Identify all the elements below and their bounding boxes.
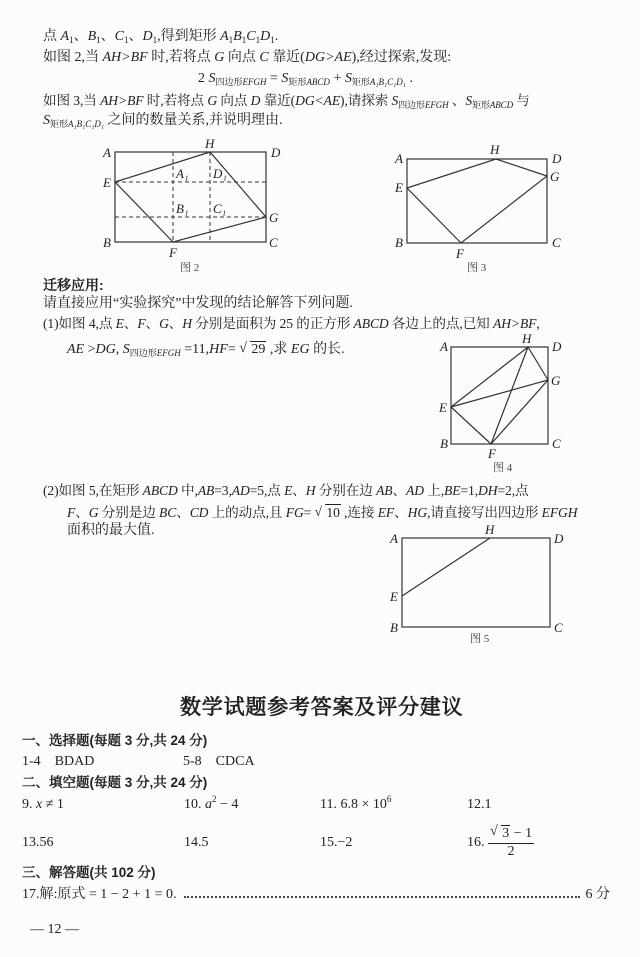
rectangle-abcd <box>115 152 266 242</box>
figure-2 <box>102 136 281 274</box>
figure-4 <box>438 331 562 474</box>
math-italic: DG <box>95 342 116 357</box>
math-italic: HG <box>407 505 428 520</box>
fill-answer-12 <box>467 796 492 814</box>
point-label: A <box>103 145 111 160</box>
subscript: 1 <box>69 35 74 45</box>
figure-3 <box>394 142 562 274</box>
text-run: 上的动点,且 <box>208 505 286 520</box>
text-run: 中, <box>177 483 198 498</box>
math-italic: B <box>233 29 242 44</box>
text-run: 11. 6.8 × 10 <box>320 797 387 812</box>
math-italic: G <box>159 316 169 331</box>
subscript-italic: EFGH <box>424 100 449 110</box>
superscript: 2 <box>212 794 217 804</box>
text-run: 、 <box>168 316 183 331</box>
math-italic: B <box>87 29 97 44</box>
text-run: 靠近( <box>268 50 305 65</box>
text-run: 之间的数量关系,并说明理由. <box>104 113 283 128</box>
text-run: ),请探索 <box>340 93 392 108</box>
subscript: 1 <box>123 35 129 45</box>
math-italic: S <box>465 93 473 108</box>
point-label: H <box>490 142 500 157</box>
subscript-italic: A₁B₁C₁D₁ <box>369 77 406 87</box>
text-run: 、 <box>176 505 190 520</box>
point-label: C <box>552 235 561 250</box>
math-italic: C <box>114 29 124 44</box>
math-italic: H <box>182 316 192 331</box>
text-run: 向点 <box>217 93 251 108</box>
subscript-italic: ABCD <box>306 77 330 87</box>
point-label: E <box>439 400 447 415</box>
text-run: , <box>536 316 540 331</box>
figure-caption: 图 4 <box>493 462 513 474</box>
rectangle-abcd <box>407 159 547 243</box>
math-italic: F <box>137 316 146 331</box>
question-2-line-1 <box>43 482 529 500</box>
point-label: E <box>395 180 403 195</box>
area-formula <box>198 70 413 88</box>
point-label: A <box>440 339 448 354</box>
text-run: , <box>115 342 123 357</box>
math-italic: AB <box>376 483 393 498</box>
point-label: A <box>390 531 398 546</box>
text-run: > <box>84 342 96 357</box>
subscript: 1 <box>228 35 234 45</box>
math-italic: ABCD <box>142 483 178 498</box>
section-1-heading: 一、选择题(每题 3 分,共 24 分) <box>22 733 208 748</box>
math-italic: G <box>214 50 225 65</box>
figure-5 <box>389 522 564 645</box>
segment-hf <box>491 347 528 444</box>
math-italic: S <box>391 93 399 108</box>
sqrt-radicand: √ 3 <box>501 825 510 841</box>
segment-eh <box>402 538 490 596</box>
subscript: 1 <box>152 35 158 45</box>
text-run: 如图 3,当 <box>43 93 101 108</box>
math-italic: a <box>205 797 212 812</box>
point-label: G <box>551 373 561 388</box>
math-italic: DH <box>478 483 498 498</box>
text-run: (1)如图 4,点 <box>43 316 116 331</box>
subscript: 矩形 <box>351 77 370 87</box>
point-label: F <box>456 246 464 261</box>
page-number: — 12 — <box>30 922 79 937</box>
text-run: 各边上的点,已知 <box>388 316 493 331</box>
subscript: 1 <box>270 35 275 45</box>
question-1-line-1 <box>43 315 540 333</box>
text-run: 分别是边 <box>98 505 160 520</box>
text-run: = <box>303 505 315 520</box>
text-run: 点 <box>43 29 61 44</box>
choice-answer-group <box>22 753 94 771</box>
point-label: C <box>554 620 563 635</box>
point-label: D <box>552 339 562 354</box>
text-run: 、 <box>448 93 466 108</box>
question-range: 1-4 <box>22 754 41 769</box>
math-italic: E <box>115 316 124 331</box>
math-italic: S <box>43 113 50 128</box>
choice-answer-group <box>183 753 255 771</box>
application-intro <box>43 295 353 313</box>
question-2-line-2 <box>67 504 577 522</box>
math-italic: EF <box>377 505 395 520</box>
point-label: D₁ <box>213 166 227 181</box>
point-label: B <box>440 436 448 451</box>
math-italic: DG>AE <box>304 50 352 65</box>
text-run: 上, <box>423 483 445 498</box>
math-italic: FG <box>285 505 304 520</box>
text-run: 的长. <box>309 342 345 357</box>
text-run: − 4 <box>216 797 239 812</box>
point-label: H <box>485 522 495 537</box>
subscript: 四边形 <box>129 348 157 358</box>
text-run: = <box>227 342 240 357</box>
math-italic: S <box>208 71 216 86</box>
subscript: 四边形 <box>215 77 243 87</box>
point-label: C <box>269 235 278 250</box>
figure-caption: 图 5 <box>470 633 490 645</box>
figure-caption: 图 2 <box>180 262 200 274</box>
point-label: C₁ <box>213 201 227 216</box>
text-run: =2,点 <box>497 483 529 498</box>
math-italic: G <box>88 505 99 520</box>
square-abcd <box>451 347 548 444</box>
math-italic: EG <box>290 342 310 357</box>
text-run: ≠ 1 <box>42 797 64 812</box>
subscript-italic: A₁B₁C₁D₁ <box>68 119 105 129</box>
math-italic: BE <box>444 483 461 498</box>
text-run: 靠近( <box>260 93 296 108</box>
text-run: 9. <box>22 797 36 812</box>
text-run: ,求 <box>266 342 291 357</box>
text-run: 、 <box>394 505 408 520</box>
fill-answer-11 <box>320 796 391 814</box>
fill-answer-15 <box>320 834 352 852</box>
math-italic: x <box>36 797 43 812</box>
text-run: =5,点 <box>249 483 285 498</box>
point-label: G <box>269 210 279 225</box>
math-italic: AB <box>197 483 215 498</box>
choice-answers: CDCA <box>215 754 255 769</box>
text-run: − 1 <box>510 826 533 841</box>
quadrilateral-efgh <box>115 152 266 242</box>
math-italic: EFGH <box>541 505 578 520</box>
text-run: =11, <box>180 342 210 357</box>
question-1-line-2 <box>67 341 345 359</box>
segment-eg <box>451 380 548 407</box>
section-3-heading: 三、解答题(共 102 分) <box>22 865 156 880</box>
text-run: 请直接应用“实验探究”中发现的结论解答下列问题. <box>43 296 353 311</box>
point-label: F <box>169 245 177 260</box>
fill-answer-10 <box>184 796 238 814</box>
point-label: C <box>552 436 561 451</box>
point-label: H <box>205 136 215 151</box>
subscript: 矩形 <box>472 100 490 110</box>
text-run: 15.−2 <box>320 835 353 850</box>
exploration-line-5 <box>43 112 283 130</box>
math-italic: AH>BF <box>102 50 148 65</box>
subscript-italic: EFGH <box>242 77 267 87</box>
point-label: F <box>488 446 496 461</box>
quadrilateral-efgh <box>451 347 548 444</box>
point-label: D <box>554 531 564 546</box>
math-italic: C <box>246 29 256 44</box>
math-italic: G <box>207 93 218 108</box>
question-2-line-3 <box>67 522 155 540</box>
subscript: 矩形 <box>288 77 307 87</box>
question-range: 5-8 <box>183 754 202 769</box>
fill-answer-9 <box>22 796 64 814</box>
math-italic: H <box>305 483 316 498</box>
math-italic: D <box>142 29 153 44</box>
sqrt-radicand: √ 29 <box>250 341 266 357</box>
text-run: . <box>274 29 279 44</box>
point-label: B <box>395 235 403 250</box>
text-run: 、 <box>100 29 115 44</box>
point-label: D <box>271 145 281 160</box>
solution-text: 17.解:原式 = 1 − 2 + 1 = 0. <box>22 887 177 902</box>
point-label: H <box>522 331 532 346</box>
application-heading: 迁移应用: <box>43 277 104 293</box>
math-italic: CD <box>189 505 209 520</box>
math-italic: ABCD <box>353 316 389 331</box>
text-run: . <box>405 71 413 86</box>
math-italic: S <box>281 71 289 86</box>
text-run: 12.1 <box>467 797 492 812</box>
fill-answer-14 <box>184 834 209 852</box>
subscript: 1 <box>96 35 101 45</box>
text-run: = <box>266 71 282 86</box>
text-run: =3, <box>214 483 232 498</box>
point-label: A₁ <box>176 166 189 181</box>
exploration-line-2 <box>43 49 451 67</box>
text-run: ,请直接写出四边形 <box>427 505 542 520</box>
text-run: 面积的最大值. <box>67 523 155 538</box>
text-run: 时,若将点 <box>147 50 215 65</box>
text-run: ),经过探索,发现: <box>351 50 452 65</box>
math-italic: S <box>344 71 352 86</box>
point-label: E <box>103 175 111 190</box>
math-italic: DG<AE <box>295 93 341 108</box>
score: 6 分 <box>585 887 610 902</box>
fraction <box>488 826 534 860</box>
text-run: 时,若将点 <box>143 93 208 108</box>
text-run: 2 <box>198 71 209 86</box>
text-run: + <box>329 71 345 86</box>
fill-answer-16 <box>467 826 534 860</box>
text-run: (2)如图 5,在矩形 <box>43 483 143 498</box>
superscript: 6 <box>386 794 392 804</box>
point-label: B <box>103 235 111 250</box>
rectangle-abcd <box>402 538 550 627</box>
text-run: 、 <box>123 316 138 331</box>
quadrilateral-efgh <box>407 159 547 243</box>
exploration-line-4 <box>43 92 530 110</box>
text-run: 、 <box>128 29 143 44</box>
fill-answer-13 <box>22 834 54 852</box>
math-italic: AH>BF <box>100 93 144 108</box>
figure-caption: 图 3 <box>467 262 487 274</box>
text-run: ,连接 <box>340 505 378 520</box>
text-run: 向点 <box>224 50 260 65</box>
math-italic: AD <box>406 483 424 498</box>
subscript: 四边形 <box>398 100 425 110</box>
exploration-line-1 <box>43 28 278 46</box>
point-label: G <box>550 169 560 184</box>
choice-answers: BDAD <box>54 754 95 769</box>
text-run: 分别是面积为 25 的正方形 <box>192 316 354 331</box>
subscript: 1 <box>241 35 247 45</box>
text-run: =1, <box>460 483 479 498</box>
text-run: 如图 2,当 <box>43 50 103 65</box>
text-run: 10. <box>184 797 205 812</box>
text-run: 、 <box>392 483 407 498</box>
fraction-numerator <box>488 826 534 844</box>
text-run: 、 <box>73 29 88 44</box>
math-italic: C <box>259 50 269 65</box>
math-italic: D <box>250 93 261 108</box>
text-run: 与 <box>512 93 530 108</box>
math-italic: AD <box>231 483 250 498</box>
subscript-italic: ABCD <box>489 100 513 110</box>
math-italic: AH>BF <box>492 316 537 331</box>
math-italic: D <box>260 29 271 44</box>
answer-label: 16. <box>467 835 488 851</box>
math-italic: AE <box>67 342 85 357</box>
subscript: 矩形 <box>50 119 69 129</box>
math-italic: BC <box>159 505 177 520</box>
math-italic: HF <box>209 342 228 357</box>
point-label: A <box>395 151 403 166</box>
answers-title: 数学试题参考答案及评分建议 <box>180 696 464 719</box>
math-italic: A <box>60 29 70 44</box>
math-italic: S <box>122 342 130 357</box>
math-italic: E <box>284 483 293 498</box>
sqrt-radicand: √ 10 <box>325 504 340 520</box>
text-run: 、 <box>145 316 160 331</box>
text-run: 14.5 <box>184 835 209 850</box>
question-17-solution <box>22 886 610 904</box>
text-run: 、 <box>292 483 306 498</box>
point-label: E <box>390 589 398 604</box>
section-2-heading: 二、填空题(每题 3 分,共 24 分) <box>22 775 208 790</box>
fraction-denominator: 2 <box>507 844 515 859</box>
point-label: B <box>390 620 398 635</box>
math-italic: A <box>220 29 229 44</box>
point-label: D <box>552 151 562 166</box>
text-run: 13.56 <box>22 835 54 850</box>
point-label: B₁ <box>176 201 189 216</box>
text-run: 、 <box>75 505 89 520</box>
math-italic: F <box>67 505 76 520</box>
text-run: ,得到矩形 <box>157 29 221 44</box>
text-run: 分别在边 <box>315 483 377 498</box>
subscript-italic: EFGH <box>156 348 181 358</box>
dotted-leader <box>184 896 579 898</box>
subscript: 1 <box>255 35 261 45</box>
